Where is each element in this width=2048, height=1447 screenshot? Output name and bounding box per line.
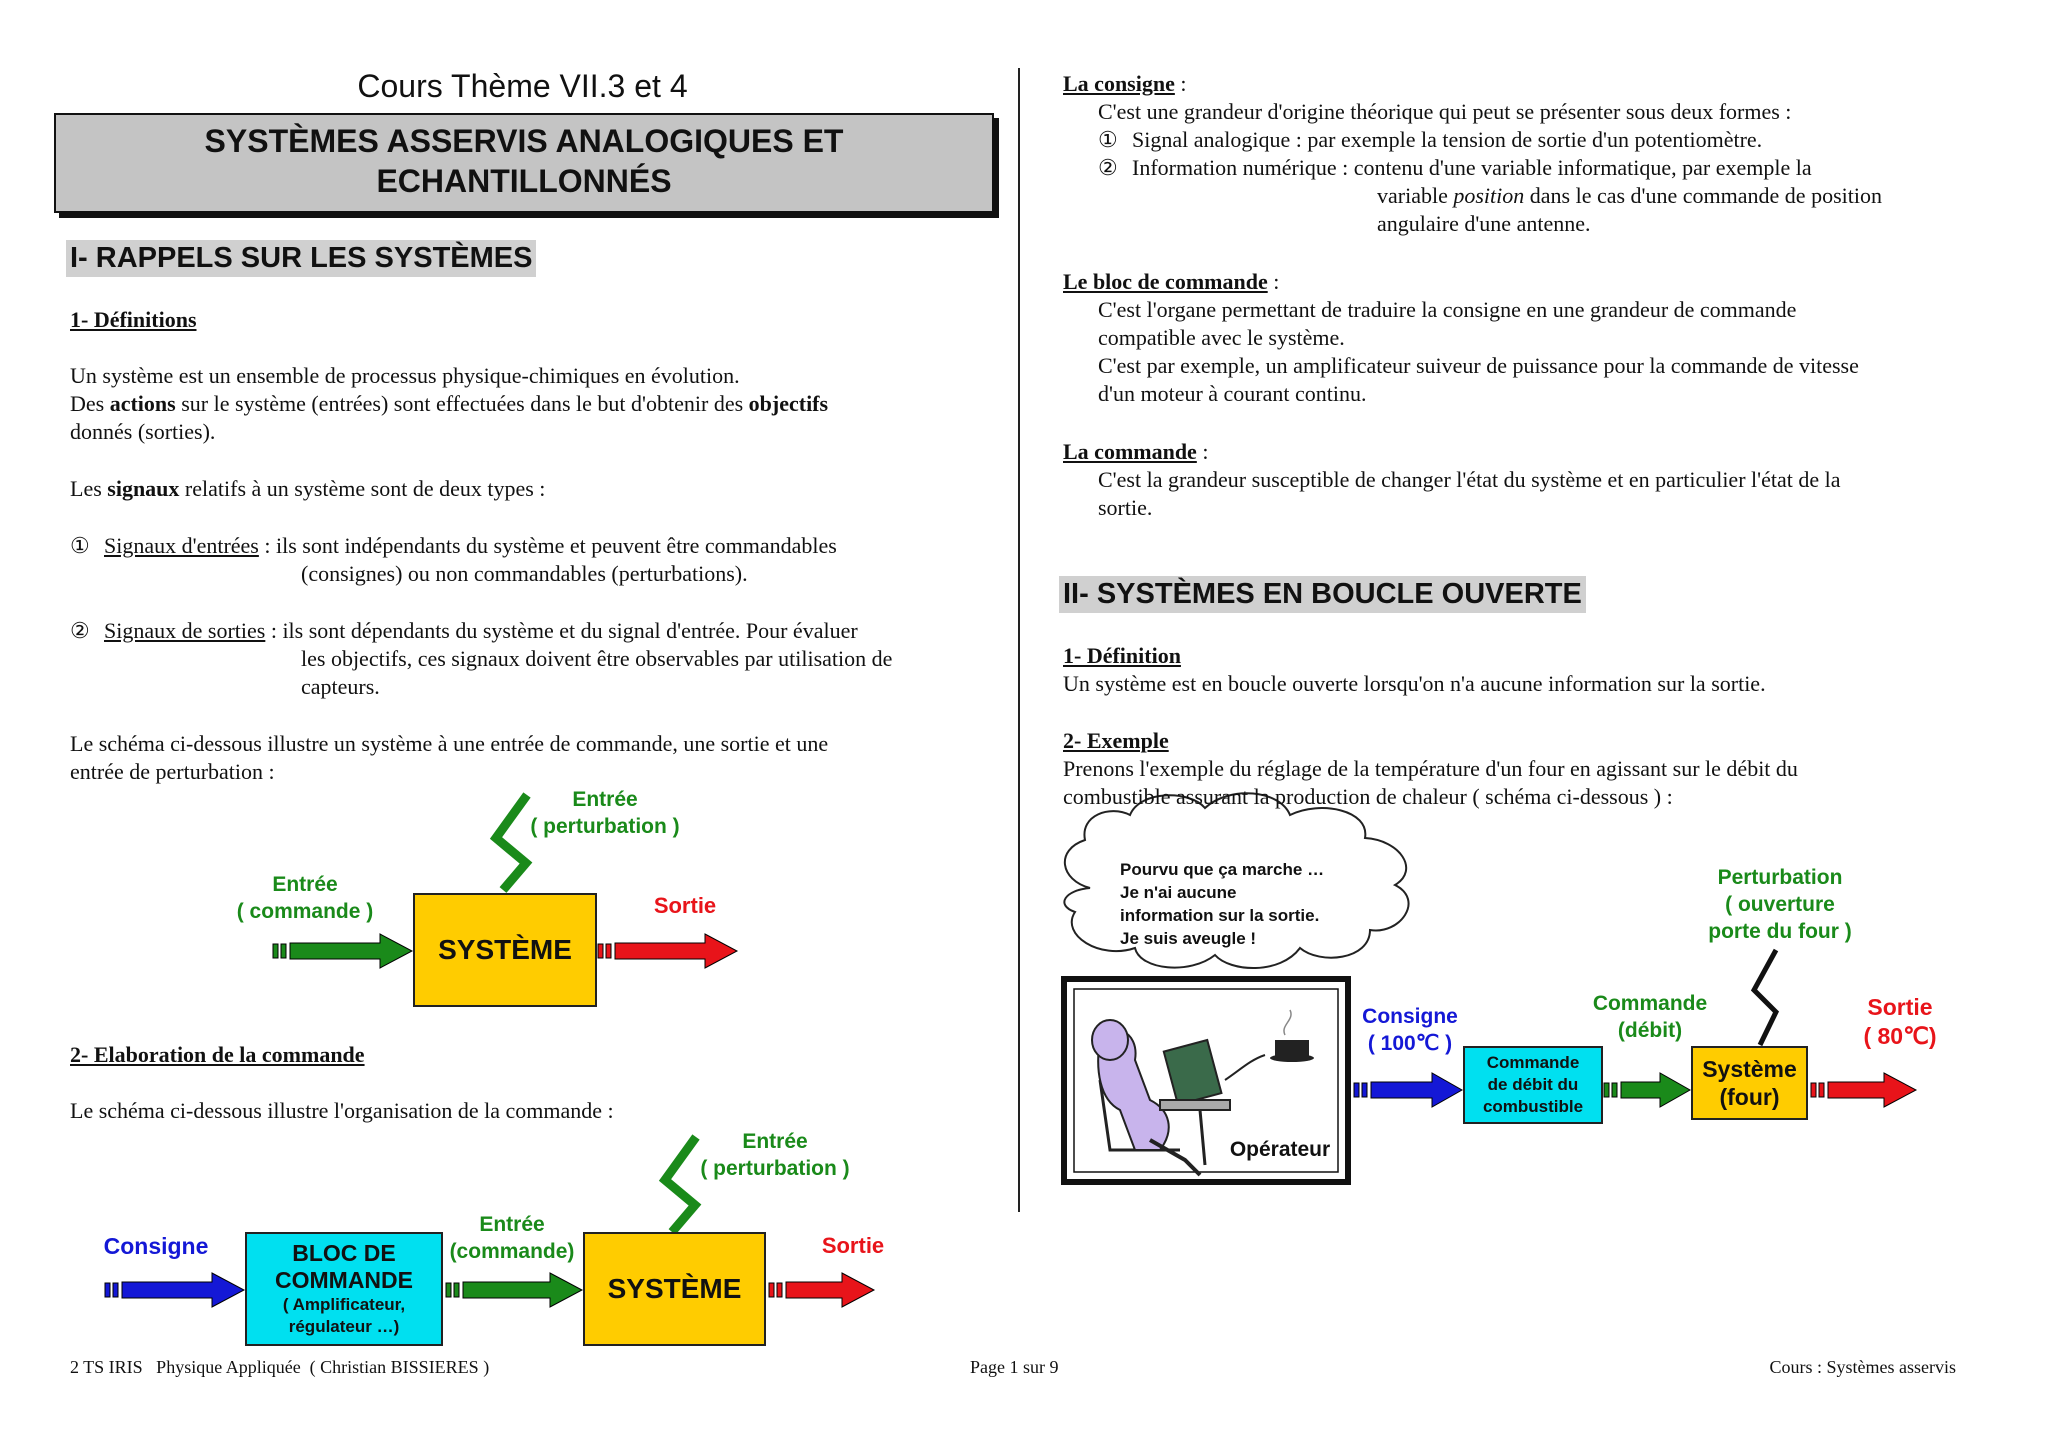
def-line3: donnés (sorties). bbox=[70, 419, 216, 444]
text: ( 100℃ ) bbox=[1367, 1032, 1453, 1055]
title-line2: ECHANTILLONNÉS bbox=[376, 163, 672, 199]
text: Je n'ai aucune bbox=[1120, 883, 1237, 902]
item-number: ① bbox=[1098, 127, 1118, 152]
text: Les bbox=[70, 476, 108, 501]
text: sur le système (entrées) sont effectuées dans le but d'obtenir des bbox=[175, 391, 749, 416]
item-term: Signaux d'entrées bbox=[104, 533, 259, 558]
item-text-cont: capteurs. bbox=[301, 674, 380, 699]
diagram1-system-block: SYSTÈME bbox=[413, 893, 597, 1007]
text: ( commande ) bbox=[236, 900, 374, 923]
diagram2-command-label bbox=[437, 1211, 587, 1265]
item-number: ② bbox=[70, 618, 90, 643]
operator-label: Opérateur bbox=[1229, 1138, 1331, 1161]
text: relatifs à un système sont de deux types : bbox=[179, 476, 546, 501]
text: Je suis aveugle ! bbox=[1120, 929, 1257, 948]
text: d'un moteur à courant continu. bbox=[1098, 381, 1367, 406]
course-label: Cours Thème VII.3 et 4 bbox=[357, 68, 688, 104]
subsection-title: 2- Exemple bbox=[1063, 728, 1169, 753]
footer-left: 2 TS IRIS Physique Appliquée ( Christian BISSIERES ) bbox=[70, 1357, 490, 1377]
diagram3-output-label bbox=[1845, 993, 1955, 1051]
text: ( ouverture bbox=[1725, 893, 1835, 916]
diagram3-consigne-arrow bbox=[1354, 1073, 1462, 1107]
item-text-cont: (consignes) ou non commandables (perturbations). bbox=[301, 561, 748, 586]
diagram3-consigne-label bbox=[1350, 1003, 1470, 1057]
footer-page-number: Page 1 sur 9 bbox=[970, 1357, 1059, 1377]
item-term: Signaux de sorties bbox=[104, 618, 266, 643]
diagram2-consigne-label: Consigne bbox=[103, 1233, 209, 1259]
open-loop-definition bbox=[1063, 642, 2023, 698]
diagram1-perturbation-label bbox=[520, 786, 690, 840]
text-bold: objectifs bbox=[748, 391, 829, 416]
diagram3-system-block bbox=[1691, 1046, 1808, 1120]
text: Signal analogique : par exemple la tension de sortie d'un potentiomètre. bbox=[1132, 127, 1763, 152]
text: sortie. bbox=[1098, 495, 1153, 520]
title-box bbox=[54, 113, 994, 213]
text: Prenons l'exemple du réglage de la température d'un four en agissant sur le débit du bbox=[1063, 756, 1798, 781]
text: dans le cas d'une commande de position bbox=[1524, 183, 1882, 208]
definition-paragraph bbox=[70, 362, 970, 446]
diagram2-command-arrow bbox=[446, 1273, 582, 1307]
consigne-definition: La consigne : C'est une grandeur d'origine théorique qui peut se présenter sous deux formes : ① Signal analogique : par exemple la tension de sortie d'un potentiomètre. ② Information numérique : contenu d'une variable informatique, par exemple la variable position dans le cas d'une commande de position angulaire d'une antenne. bbox=[1063, 70, 2023, 238]
item-text: : ils sont dépendants du système et du signal d'entrée. Pour évaluer bbox=[265, 618, 858, 643]
text: BLOC DE bbox=[292, 1240, 396, 1266]
text: Système bbox=[1702, 1056, 1797, 1082]
text: de débit du bbox=[1487, 1075, 1579, 1094]
open-loop-example bbox=[1063, 727, 2023, 811]
diagram3-output-arrow bbox=[1811, 1073, 1916, 1107]
item-text: : ils sont indépendants du système et peuvent être commandables bbox=[258, 533, 837, 558]
diagram3-command-arrow bbox=[1604, 1073, 1690, 1107]
text: (commande) bbox=[449, 1240, 575, 1263]
diagram3-perturbation-bolt bbox=[1754, 950, 1776, 1045]
text: variable bbox=[1377, 183, 1454, 208]
item-number: ① bbox=[70, 533, 90, 558]
text: Pourvu que ça marche … bbox=[1120, 860, 1325, 879]
text: C'est par exemple, un amplificateur suiveur de puissance pour la commande de vitesse bbox=[1098, 353, 1859, 378]
text: C'est une grandeur d'origine théorique qui peut se présenter sous deux formes : bbox=[1098, 99, 1792, 124]
text: Perturbation bbox=[1717, 866, 1843, 889]
text-bold: actions bbox=[109, 391, 176, 416]
text: Consigne bbox=[1362, 1005, 1458, 1028]
diagram2-intro: Le schéma ci-dessous illustre l'organisation de la commande : bbox=[70, 1098, 614, 1123]
footer-right: Cours : Systèmes asservis bbox=[1769, 1357, 1956, 1377]
subsection-definitions: 1- Définitions bbox=[70, 307, 197, 332]
diagram1-output-label: Sortie bbox=[653, 893, 717, 918]
diagram3-perturbation-label bbox=[1695, 864, 1865, 945]
text: C'est la grandeur susceptible de changer l'état du système et en particulier l'état de la bbox=[1098, 467, 1841, 492]
text: Entrée bbox=[272, 873, 338, 896]
text: Commande bbox=[1486, 1053, 1580, 1072]
text: combustible assurant la production de chaleur ( schéma ci-dessous ) : bbox=[1063, 784, 1673, 809]
text: Entrée bbox=[742, 1130, 808, 1153]
diagram3-command-block bbox=[1463, 1046, 1603, 1124]
text: Un système est en boucle ouverte lorsqu'on n'a aucune information sur la sortie. bbox=[1063, 671, 1766, 696]
text: combustible bbox=[1482, 1097, 1584, 1116]
text: ( Amplificateur, bbox=[282, 1295, 406, 1314]
subsection-elaboration: 2- Elaboration de la commande bbox=[70, 1042, 365, 1067]
term: Le bloc de commande bbox=[1063, 269, 1268, 294]
diagram2-perturbation-label bbox=[690, 1128, 860, 1182]
text: ( 80℃) bbox=[1863, 1023, 1937, 1049]
section2-heading: II- SYSTÈMES EN BOUCLE OUVERTE bbox=[1059, 576, 1586, 613]
section1-heading: I- RAPPELS SUR LES SYSTÈMES bbox=[66, 240, 536, 277]
diagram1-intro bbox=[70, 730, 990, 786]
text: porte du four ) bbox=[1708, 920, 1852, 943]
diagram1-input-label bbox=[220, 871, 390, 925]
thought-bubble-text bbox=[1120, 858, 1380, 950]
text: entrée de perturbation : bbox=[70, 759, 275, 784]
text: Sortie bbox=[1867, 994, 1933, 1020]
diagram2-command-block bbox=[245, 1232, 443, 1346]
signal-item-outputs bbox=[70, 617, 1010, 701]
title-line1: SYSTÈMES ASSERVIS ANALOGIQUES ET bbox=[204, 123, 844, 159]
text: Des bbox=[70, 391, 110, 416]
commande-definition: La commande : C'est la grandeur susceptible de changer l'état du système et en particulier l'état de la sortie. bbox=[1063, 438, 2023, 522]
text: COMMANDE bbox=[275, 1267, 413, 1293]
text: régulateur …) bbox=[288, 1317, 400, 1336]
signal-item-inputs bbox=[70, 532, 990, 588]
bloc-definition: Le bloc de commande : C'est l'organe permettant de traduire la consigne en une grandeur de commande compatible avec le système. C'est par exemple, un amplificateur suiveur de puissance pour la commande de vitesse d'un moteur à courant continu. bbox=[1063, 268, 2023, 408]
term: La consigne bbox=[1063, 71, 1175, 96]
text: Entrée bbox=[572, 788, 638, 811]
diagram2-consigne-arrow bbox=[105, 1273, 244, 1307]
term: La commande bbox=[1063, 439, 1197, 464]
text: information sur la sortie. bbox=[1120, 906, 1320, 925]
diagram2-system-block: SYSTÈME bbox=[583, 1232, 766, 1346]
text: Entrée bbox=[479, 1213, 545, 1236]
text-bold: signaux bbox=[107, 476, 180, 501]
def-line1: Un système est un ensemble de processus physique-chimiques en évolution. bbox=[70, 363, 740, 388]
text: Commande bbox=[1592, 992, 1708, 1015]
text: (four) bbox=[1719, 1084, 1780, 1110]
text: compatible avec le système. bbox=[1098, 325, 1345, 350]
text: Information numérique : contenu d'une variable informatique, par exemple la bbox=[1132, 155, 1812, 180]
text: angulaire d'une antenne. bbox=[1377, 211, 1591, 236]
item-text-cont: les objectifs, ces signaux doivent être observables par utilisation de bbox=[301, 646, 893, 671]
text: Le schéma ci-dessous illustre un système à une entrée de commande, une sortie et une bbox=[70, 731, 829, 756]
diagram2-output-label: Sortie bbox=[821, 1233, 885, 1258]
diagram1-output-arrow bbox=[598, 934, 737, 968]
text: C'est l'organe permettant de traduire la consigne en une grandeur de commande bbox=[1098, 297, 1797, 322]
diagram1-input-arrow bbox=[273, 934, 412, 968]
text: ( perturbation ) bbox=[530, 815, 680, 838]
text-italic: position bbox=[1453, 183, 1525, 208]
def-line2 bbox=[70, 390, 970, 418]
text: (débit) bbox=[1617, 1019, 1683, 1042]
signals-intro bbox=[70, 475, 545, 503]
subsection-title: 1- Définition bbox=[1063, 643, 1181, 668]
item-number: ② bbox=[1098, 155, 1118, 180]
diagram2-output-arrow bbox=[769, 1273, 874, 1307]
text: ( perturbation ) bbox=[700, 1157, 850, 1180]
diagram3-command-label bbox=[1575, 990, 1725, 1044]
